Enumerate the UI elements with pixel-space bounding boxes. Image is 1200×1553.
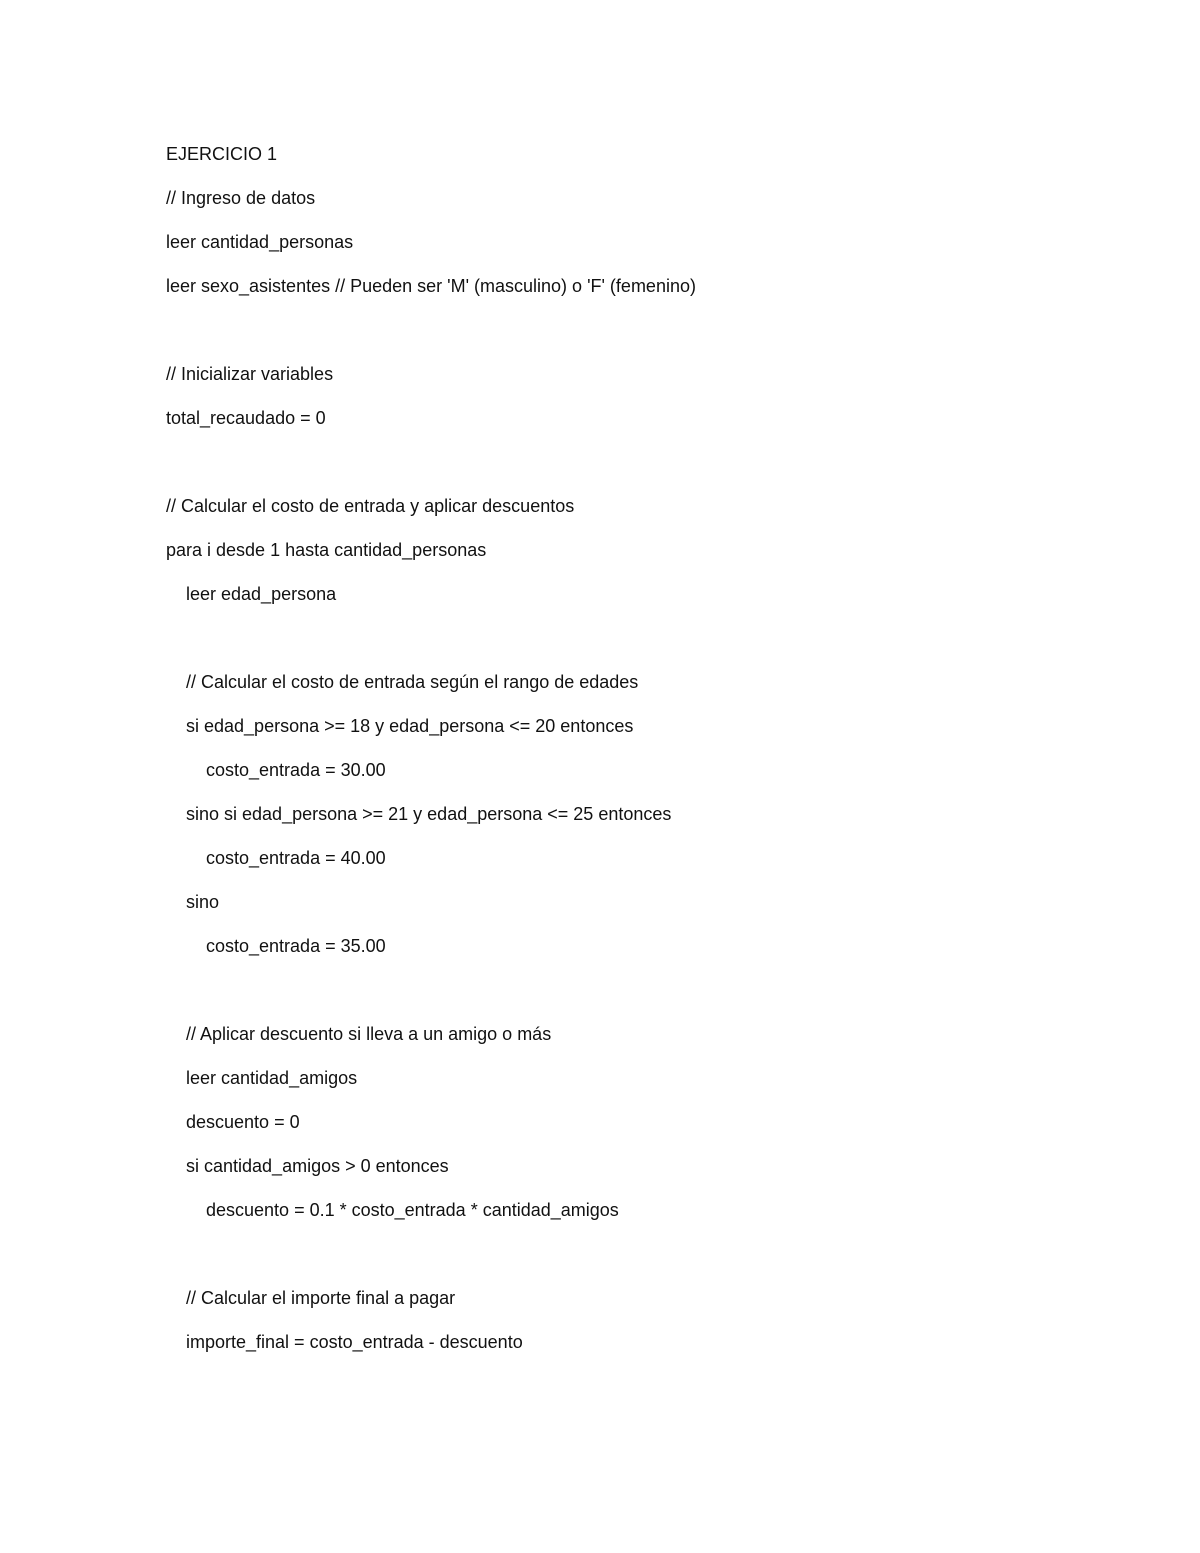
comment-line: // Calcular el costo de entrada y aplicar descuentos [166,496,575,516]
document-body [166,141,1126,1373]
code-line: si cantidad_amigos > 0 entonces [186,1156,449,1176]
code-line: si edad_persona >= 18 y edad_persona <= 20 entonces [186,716,634,736]
code-line: descuento = 0.1 * costo_entrada * cantidad_amigos [206,1200,619,1220]
code-line: leer sexo_asistentes // Pueden ser 'M' (masculino) o 'F' (femenino) [166,276,696,296]
comment-line: // Inicializar variables [166,364,334,384]
blank-line [166,449,1126,493]
code-line: leer edad_persona [186,584,337,604]
comment-line: // Aplicar descuento si lleva a un amigo o más [186,1024,552,1044]
blank-line [166,317,1126,361]
code-line: costo_entrada = 30.00 [206,760,386,780]
code-line: total_recaudado = 0 [166,408,326,428]
code-line: costo_entrada = 40.00 [206,848,386,868]
code-line: costo_entrada = 35.00 [206,936,386,956]
comment-line: // Calcular el costo de entrada según el rango de edades [186,672,639,692]
code-line: importe_final = costo_entrada - descuento [186,1332,523,1352]
code-line: leer cantidad_amigos [186,1068,358,1088]
code-line: sino [186,892,220,912]
comment-line: // Ingreso de datos [166,188,316,208]
code-line: sino si edad_persona >= 21 y edad_persona <= 25 entonces [186,804,672,824]
comment-line: // Calcular el importe final a pagar [186,1288,456,1308]
code-line: para i desde 1 hasta cantidad_personas [166,540,487,560]
blank-line [166,977,1126,1021]
blank-line [166,625,1126,669]
document-line: EJERCICIO 1 [166,144,278,164]
code-line: leer cantidad_personas [166,232,354,252]
code-line: descuento = 0 [186,1112,300,1132]
blank-line [166,1241,1126,1285]
